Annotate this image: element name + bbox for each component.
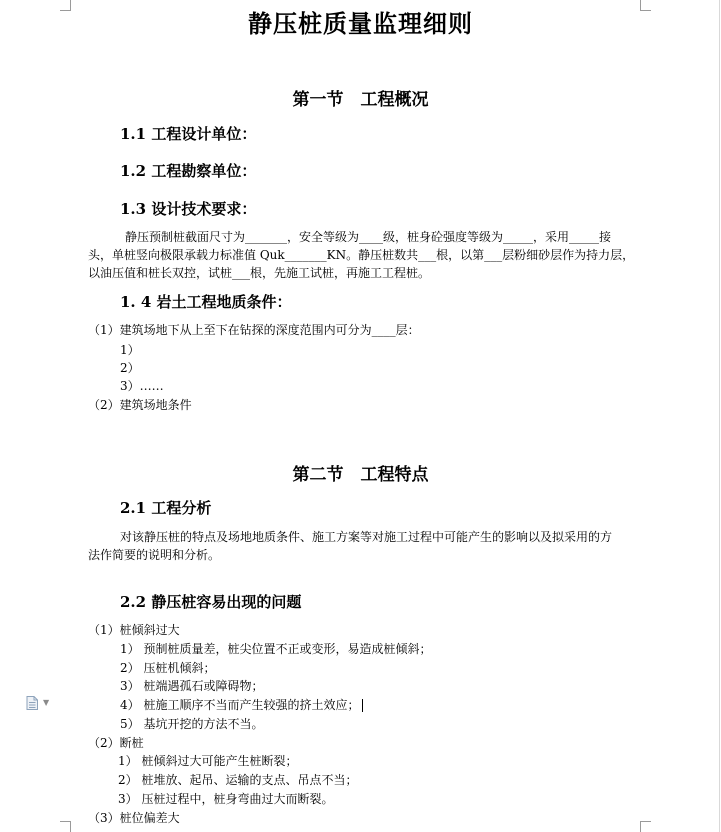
list-item: 2） <box>120 361 140 375</box>
paragraph-line: 法作简要的说明和分析。 <box>88 548 221 562</box>
list-item: 1） <box>120 343 140 357</box>
document-title: 静压桩质量监理细则 <box>248 9 473 38</box>
list-item <box>120 696 363 713</box>
margin-corner-mark <box>60 821 71 832</box>
list-item: （2）建筑场地条件 <box>88 398 192 412</box>
list-item: 1） 预制桩质量差，桩尖位置不正或变形，易造成桩倾斜； <box>120 642 432 656</box>
paragraph-line: 头，单桩竖向极限承载力标准值 Quk_______KN。静压桩数共___根，以第___层粉细砂层作为持力层， <box>88 248 635 262</box>
document-icon[interactable] <box>26 696 38 710</box>
list-item: 2） 桩堆放、起吊、运输的支点、吊点不当； <box>118 773 358 787</box>
page-edge <box>719 0 720 832</box>
list-item: 3）…… <box>120 379 164 393</box>
section-heading: 第一节 工程概况 <box>292 90 429 110</box>
subheading: 1.3 设计技术要求： <box>120 200 257 218</box>
list-item: （3）桩位偏差大 <box>88 811 180 825</box>
subheading: 1.1 工程设计单位： <box>120 125 257 143</box>
list-item: 3） 桩端遇孤石或障碍物； <box>120 679 264 693</box>
text-cursor <box>362 699 363 712</box>
paragraph-line: 对该静压桩的特点及场地地质条件、施工方案等对施工过程中可能产生的影响以及拟采用的方 <box>120 530 613 544</box>
section-heading: 第二节 工程特点 <box>292 465 429 485</box>
list-item: （2）断桩 <box>88 736 144 750</box>
chevron-down-icon[interactable]: ▼ <box>43 698 50 707</box>
list-item: （1）建筑场地下从上至下在钻探的深度范围内可分为____层： <box>88 323 420 337</box>
paragraph-line: 静压预制桩截面尺寸为_______，安全等级为____级，桩身砼强度等级为_____，采用_____接 <box>125 230 612 244</box>
list-item: 5） 基坑开挖的方法不当。 <box>120 717 264 731</box>
margin-corner-mark <box>640 821 651 832</box>
paragraph-line: 以油压值和桩长双控，试桩___根，先施工试桩，再施工工程桩。 <box>88 266 431 280</box>
list-item: 2） 压桩机倾斜； <box>120 661 216 675</box>
list-item: （1）桩倾斜过大 <box>88 623 180 637</box>
subheading: 2.2 静压桩容易出现的问题 <box>120 593 302 611</box>
subheading: 2.1 工程分析 <box>120 499 212 517</box>
list-item: 1） 桩倾斜过大可能产生桩断裂； <box>118 754 298 768</box>
list-item-text: 4） 桩施工顺序不当而产生较强的挤土效应； <box>120 698 360 712</box>
list-item: 3） 压桩过程中，桩身弯曲过大而断裂。 <box>118 792 334 806</box>
subheading: 1. 4 岩土工程地质条件： <box>120 293 292 311</box>
subheading: 1.2 工程勘察单位： <box>120 162 257 180</box>
